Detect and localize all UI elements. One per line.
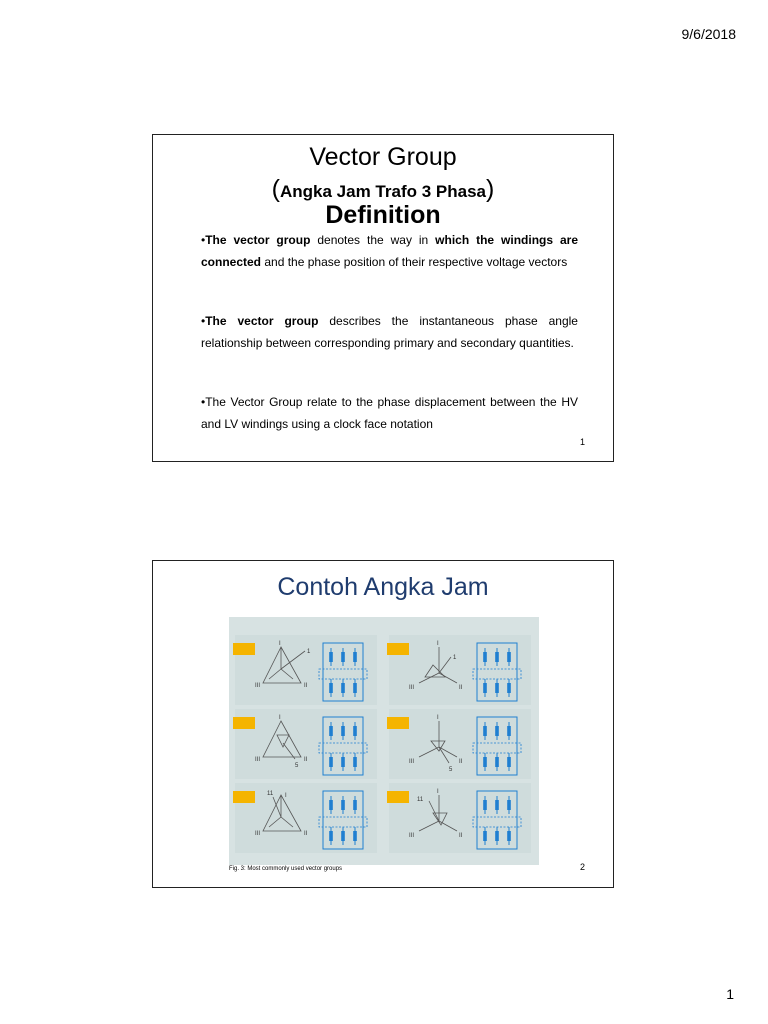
bullet-2 — [201, 310, 578, 354]
subtitle-text: Angka Jam Trafo 3 Phasa — [280, 182, 486, 201]
bullet-1 — [201, 229, 578, 273]
svg-text:1: 1 — [307, 649, 311, 655]
slide-title: Contoh Angka Jam — [277, 573, 489, 601]
vector-groups-diagram — [229, 617, 539, 865]
svg-text:III: III — [255, 683, 261, 689]
vector-groups-figure — [229, 617, 539, 865]
svg-text:II: II — [459, 759, 463, 765]
slide-heading-definition: Definition — [325, 201, 441, 229]
bullet-text: denotes the way in — [310, 233, 436, 247]
slide-2 — [152, 560, 614, 888]
svg-text:I: I — [279, 715, 281, 721]
svg-text:III: III — [255, 831, 261, 837]
svg-text:III: III — [409, 833, 415, 839]
svg-text:5: 5 — [295, 763, 299, 769]
svg-text:I: I — [279, 641, 281, 647]
svg-text:5: 5 — [449, 767, 453, 773]
page-number: 1 — [726, 986, 734, 1002]
svg-text:II: II — [459, 833, 463, 839]
svg-text:II: II — [304, 831, 308, 837]
svg-text:I: I — [437, 789, 439, 795]
svg-text:I: I — [437, 641, 439, 647]
bold-term: which the windings are connected — [201, 233, 578, 269]
svg-text:I: I — [437, 715, 439, 721]
bold-term: The vector group — [205, 314, 319, 328]
svg-text:11: 11 — [267, 791, 274, 797]
open-paren: ( — [271, 175, 280, 203]
close-paren: ) — [485, 175, 495, 203]
bullet-text: and the phase position of their respective voltage vectors — [261, 255, 568, 269]
svg-text:II: II — [304, 757, 308, 763]
bullet-text: describes the instantaneous phase angle relationship between corresponding primary and secondary quantities. — [201, 314, 578, 350]
slide-title: Vector Group — [309, 143, 457, 171]
page-date: 9/6/2018 — [681, 26, 736, 42]
svg-text:I: I — [285, 793, 287, 799]
svg-text:III: III — [409, 685, 415, 691]
bullet-3: •The Vector Group relate to the phase displacement between the HV and LV windings using a clock face notation — [201, 395, 578, 431]
svg-text:II: II — [304, 683, 308, 689]
bullet-marker: • — [201, 314, 206, 328]
svg-text:1: 1 — [453, 655, 457, 661]
svg-text:III: III — [409, 759, 415, 765]
figure-caption: Fig. 3: Most commonly used vector groups — [229, 866, 343, 872]
bold-term: The vector group — [205, 233, 311, 247]
svg-text:III: III — [255, 757, 261, 763]
svg-text:II: II — [459, 685, 463, 691]
slide-1 — [152, 134, 614, 462]
slide-subtitle — [153, 175, 613, 204]
svg-text:11: 11 — [417, 797, 424, 803]
bullet-marker: • — [201, 233, 206, 247]
slide-number: 1 — [579, 437, 585, 447]
slide-number: 2 — [579, 862, 585, 872]
